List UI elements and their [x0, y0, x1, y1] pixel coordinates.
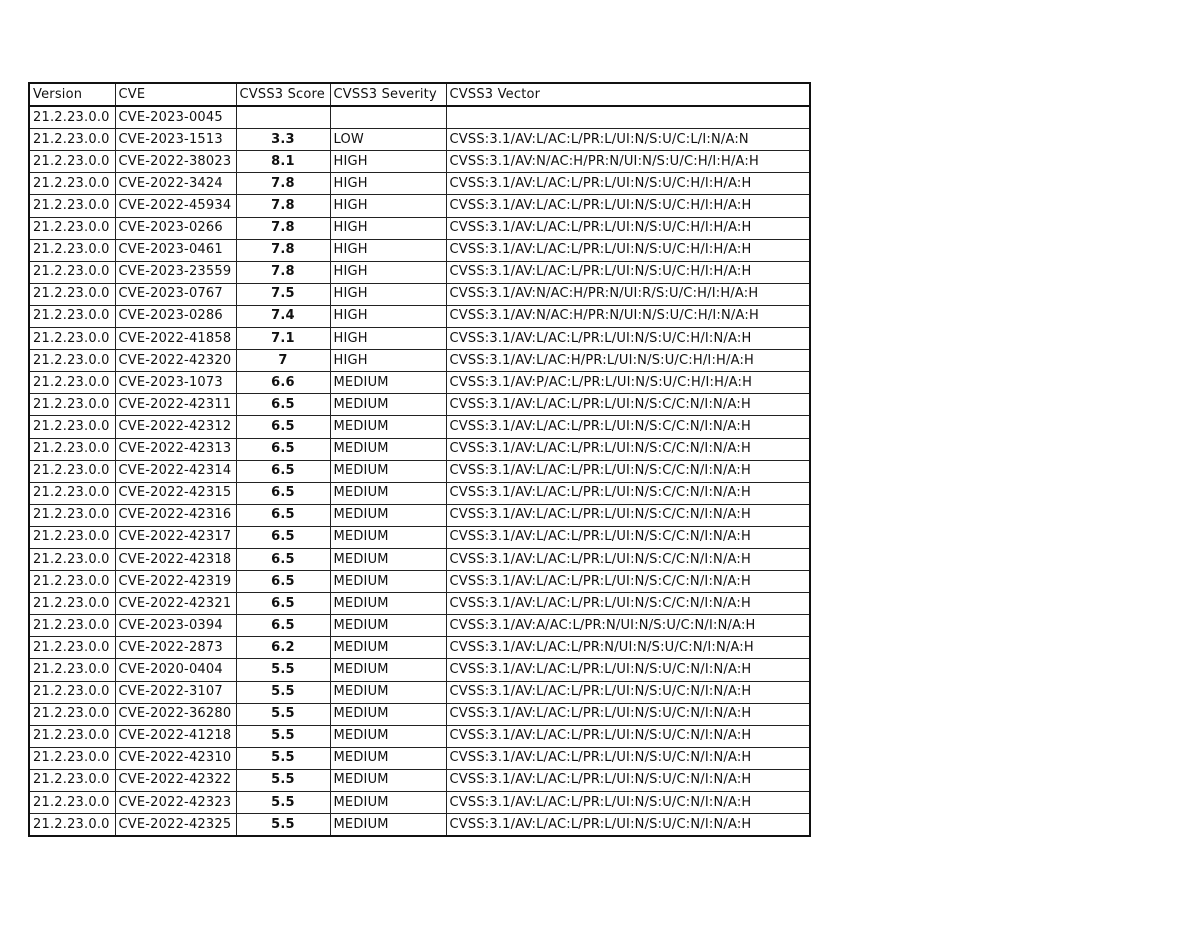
cvss3-severity-cell: HIGH [330, 328, 446, 350]
cvss3-vector-cell: CVSS:3.1/AV:L/AC:L/PR:L/UI:N/S:C/C:N/I:N/A:H [446, 482, 810, 504]
table-row [29, 283, 810, 305]
cvss3-score-cell: 5.5 [236, 814, 330, 837]
cvss3-score-cell: 6.2 [236, 637, 330, 659]
cvss3-severity-cell: MEDIUM [330, 416, 446, 438]
table-row [29, 261, 810, 283]
cvss3-vector-cell: CVSS:3.1/AV:L/AC:L/PR:L/UI:N/S:C/C:N/I:N/A:H [446, 394, 810, 416]
version-cell: 21.2.23.0.0 [29, 747, 115, 769]
version-cell: 21.2.23.0.0 [29, 769, 115, 791]
version-cell: 21.2.23.0.0 [29, 173, 115, 195]
cvss3-vector-cell: CVSS:3.1/AV:L/AC:L/PR:L/UI:N/S:C/C:N/I:N/A:H [446, 438, 810, 460]
cvss3-score-cell: 7.8 [236, 173, 330, 195]
cvss3-score-cell: 7.1 [236, 328, 330, 350]
table-row [29, 106, 810, 129]
table-row [29, 416, 810, 438]
cve-id-cell: CVE-2022-42319 [115, 571, 236, 593]
cvss3-severity-cell: MEDIUM [330, 438, 446, 460]
cvss3-vector-cell: CVSS:3.1/AV:L/AC:L/PR:L/UI:N/S:U/C:N/I:N/A:H [446, 747, 810, 769]
table-row [29, 129, 810, 151]
version-cell: 21.2.23.0.0 [29, 394, 115, 416]
table-row [29, 814, 810, 837]
table-row [29, 328, 810, 350]
table-row [29, 394, 810, 416]
table-row [29, 195, 810, 217]
cvss3-severity-cell: MEDIUM [330, 747, 446, 769]
cvss3-vector-cell: CVSS:3.1/AV:L/AC:L/PR:L/UI:N/S:C/C:N/I:N/A:H [446, 504, 810, 526]
cve-id-cell: CVE-2022-3424 [115, 173, 236, 195]
cvss3-vector-cell: CVSS:3.1/AV:L/AC:L/PR:L/UI:N/S:U/C:H/I:H/A:H [446, 195, 810, 217]
cvss3-score-cell: 5.5 [236, 769, 330, 791]
table-row [29, 571, 810, 593]
cvss3-vector-cell: CVSS:3.1/AV:L/AC:L/PR:L/UI:N/S:U/C:N/I:N/A:H [446, 792, 810, 814]
cve-id-cell: CVE-2023-0461 [115, 239, 236, 261]
cvss3-vector-cell: CVSS:3.1/AV:L/AC:L/PR:L/UI:N/S:U/C:N/I:N/A:H [446, 725, 810, 747]
cve-id-cell: CVE-2023-0394 [115, 615, 236, 637]
cvss3-vector-cell: CVSS:3.1/AV:A/AC:L/PR:N/UI:N/S:U/C:N/I:N/A:H [446, 615, 810, 637]
cvss3-severity-cell: MEDIUM [330, 769, 446, 791]
cve-id-cell: CVE-2022-42321 [115, 593, 236, 615]
version-cell: 21.2.23.0.0 [29, 659, 115, 681]
header-row [29, 83, 810, 106]
table-row [29, 637, 810, 659]
cvss3-score-cell: 5.5 [236, 747, 330, 769]
cve-id-cell: CVE-2022-42316 [115, 504, 236, 526]
cve-id-cell: CVE-2022-42317 [115, 526, 236, 548]
version-cell: 21.2.23.0.0 [29, 328, 115, 350]
cvss3-score-cell: 6.5 [236, 460, 330, 482]
header-cvss3-severity: CVSS3 Severity [330, 83, 446, 106]
table-row [29, 305, 810, 327]
cve-id-cell: CVE-2022-42322 [115, 769, 236, 791]
cvss3-score-cell: 6.5 [236, 571, 330, 593]
cvss3-vector-cell: CVSS:3.1/AV:N/AC:H/PR:N/UI:N/S:U/C:H/I:N/A:H [446, 305, 810, 327]
table-row [29, 438, 810, 460]
version-cell: 21.2.23.0.0 [29, 637, 115, 659]
cvss3-score-cell: 5.5 [236, 792, 330, 814]
cvss3-severity-cell: MEDIUM [330, 637, 446, 659]
cve-id-cell: CVE-2023-23559 [115, 261, 236, 283]
cvss3-score-cell: 6.5 [236, 504, 330, 526]
cve-id-cell: CVE-2022-41218 [115, 725, 236, 747]
version-cell: 21.2.23.0.0 [29, 350, 115, 372]
cvss3-vector-cell: CVSS:3.1/AV:N/AC:H/PR:N/UI:N/S:U/C:H/I:H/A:H [446, 151, 810, 173]
cvss3-vector-cell: CVSS:3.1/AV:L/AC:L/PR:L/UI:N/S:C/C:N/I:N/A:H [446, 526, 810, 548]
cvss3-score-cell: 7.8 [236, 239, 330, 261]
version-cell: 21.2.23.0.0 [29, 460, 115, 482]
cvss3-severity-cell: HIGH [330, 283, 446, 305]
cvss3-severity-cell: MEDIUM [330, 372, 446, 394]
version-cell: 21.2.23.0.0 [29, 151, 115, 173]
version-cell: 21.2.23.0.0 [29, 283, 115, 305]
cvss3-severity-cell: HIGH [330, 173, 446, 195]
cvss3-vector-cell [446, 106, 810, 129]
cve-id-cell: CVE-2022-42312 [115, 416, 236, 438]
cve-id-cell: CVE-2022-3107 [115, 681, 236, 703]
cvss3-severity-cell: MEDIUM [330, 504, 446, 526]
version-cell: 21.2.23.0.0 [29, 526, 115, 548]
cvss3-severity-cell: MEDIUM [330, 615, 446, 637]
header-cve: CVE [115, 83, 236, 106]
cvss3-severity-cell: MEDIUM [330, 681, 446, 703]
cve-table [28, 82, 811, 837]
cvss3-vector-cell: CVSS:3.1/AV:L/AC:L/PR:L/UI:N/S:U/C:N/I:N/A:H [446, 769, 810, 791]
cvss3-severity-cell [330, 106, 446, 129]
cvss3-vector-cell: CVSS:3.1/AV:L/AC:L/PR:L/UI:N/S:U/C:N/I:N/A:H [446, 681, 810, 703]
cvss3-score-cell: 7.8 [236, 217, 330, 239]
cvss3-severity-cell: MEDIUM [330, 814, 446, 837]
cve-id-cell: CVE-2022-42310 [115, 747, 236, 769]
cvss3-score-cell: 6.5 [236, 416, 330, 438]
cvss3-severity-cell: MEDIUM [330, 548, 446, 570]
cvss3-vector-cell: CVSS:3.1/AV:L/AC:L/PR:L/UI:N/S:U/C:H/I:H/A:H [446, 239, 810, 261]
cvss3-score-cell: 6.5 [236, 593, 330, 615]
cvss3-score-cell: 5.5 [236, 681, 330, 703]
cvss3-score-cell: 7.4 [236, 305, 330, 327]
version-cell: 21.2.23.0.0 [29, 725, 115, 747]
table-row [29, 460, 810, 482]
cvss3-severity-cell: HIGH [330, 151, 446, 173]
cvss3-score-cell: 6.5 [236, 615, 330, 637]
version-cell: 21.2.23.0.0 [29, 217, 115, 239]
version-cell: 21.2.23.0.0 [29, 438, 115, 460]
cvss3-vector-cell: CVSS:3.1/AV:L/AC:H/PR:L/UI:N/S:U/C:H/I:H/A:H [446, 350, 810, 372]
cvss3-severity-cell: MEDIUM [330, 659, 446, 681]
cvss3-score-cell: 8.1 [236, 151, 330, 173]
cvss3-score-cell: 6.5 [236, 482, 330, 504]
cvss3-vector-cell: CVSS:3.1/AV:L/AC:L/PR:L/UI:N/S:U/C:N/I:N/A:H [446, 703, 810, 725]
cvss3-severity-cell: HIGH [330, 217, 446, 239]
cve-id-cell: CVE-2022-42325 [115, 814, 236, 837]
cvss3-vector-cell: CVSS:3.1/AV:L/AC:L/PR:L/UI:N/S:C/C:N/I:N/A:H [446, 416, 810, 438]
version-cell: 21.2.23.0.0 [29, 615, 115, 637]
cvss3-score-cell: 6.6 [236, 372, 330, 394]
cvss3-vector-cell: CVSS:3.1/AV:N/AC:H/PR:N/UI:R/S:U/C:H/I:H/A:H [446, 283, 810, 305]
cvss3-severity-cell: MEDIUM [330, 593, 446, 615]
version-cell: 21.2.23.0.0 [29, 482, 115, 504]
cve-id-cell: CVE-2022-45934 [115, 195, 236, 217]
table-row [29, 350, 810, 372]
cvss3-score-cell: 7 [236, 350, 330, 372]
cve-id-cell: CVE-2022-2873 [115, 637, 236, 659]
cvss3-vector-cell: CVSS:3.1/AV:L/AC:L/PR:L/UI:N/S:U/C:H/I:H/A:H [446, 261, 810, 283]
cvss3-vector-cell: CVSS:3.1/AV:L/AC:L/PR:L/UI:N/S:C/C:N/I:N/A:H [446, 571, 810, 593]
cve-id-cell: CVE-2022-42311 [115, 394, 236, 416]
cve-id-cell: CVE-2022-42315 [115, 482, 236, 504]
cve-id-cell: CVE-2022-36280 [115, 703, 236, 725]
cvss3-vector-cell: CVSS:3.1/AV:L/AC:L/PR:L/UI:N/S:C/C:N/I:N/A:H [446, 548, 810, 570]
cvss3-severity-cell: MEDIUM [330, 394, 446, 416]
cvss3-score-cell: 5.5 [236, 703, 330, 725]
version-cell: 21.2.23.0.0 [29, 571, 115, 593]
cvss3-severity-cell: MEDIUM [330, 725, 446, 747]
cvss3-severity-cell: MEDIUM [330, 526, 446, 548]
version-cell: 21.2.23.0.0 [29, 305, 115, 327]
cve-id-cell: CVE-2022-38023 [115, 151, 236, 173]
version-cell: 21.2.23.0.0 [29, 703, 115, 725]
cve-id-cell: CVE-2023-1513 [115, 129, 236, 151]
cvss3-vector-cell: CVSS:3.1/AV:L/AC:L/PR:L/UI:N/S:U/C:H/I:H/A:H [446, 173, 810, 195]
cve-id-cell: CVE-2023-0045 [115, 106, 236, 129]
cve-id-cell: CVE-2023-0286 [115, 305, 236, 327]
cvss3-score-cell: 6.5 [236, 548, 330, 570]
cvss3-score-cell: 6.5 [236, 394, 330, 416]
cvss3-vector-cell: CVSS:3.1/AV:P/AC:L/PR:L/UI:N/S:U/C:H/I:H/A:H [446, 372, 810, 394]
table-row [29, 681, 810, 703]
table-row [29, 151, 810, 173]
cvss3-severity-cell: HIGH [330, 305, 446, 327]
table-body [29, 106, 810, 836]
cvss3-vector-cell: CVSS:3.1/AV:L/AC:L/PR:L/UI:N/S:U/C:N/I:N/A:H [446, 814, 810, 837]
cvss3-severity-cell: HIGH [330, 261, 446, 283]
cvss3-score-cell: 7.8 [236, 261, 330, 283]
table-row [29, 725, 810, 747]
cve-id-cell: CVE-2023-0767 [115, 283, 236, 305]
header-cvss3-vector: CVSS3 Vector [446, 83, 810, 106]
cve-id-cell: CVE-2020-0404 [115, 659, 236, 681]
cvss3-score-cell: 6.5 [236, 438, 330, 460]
cve-id-cell: CVE-2022-41858 [115, 328, 236, 350]
table-row [29, 173, 810, 195]
table-row [29, 526, 810, 548]
cvss3-vector-cell: CVSS:3.1/AV:L/AC:L/PR:L/UI:N/S:U/C:L/I:N/A:N [446, 129, 810, 151]
table-row [29, 593, 810, 615]
cvss3-vector-cell: CVSS:3.1/AV:L/AC:L/PR:L/UI:N/S:C/C:N/I:N/A:H [446, 460, 810, 482]
cvss3-severity-cell: MEDIUM [330, 703, 446, 725]
table-row [29, 217, 810, 239]
version-cell: 21.2.23.0.0 [29, 593, 115, 615]
version-cell: 21.2.23.0.0 [29, 129, 115, 151]
cvss3-vector-cell: CVSS:3.1/AV:L/AC:L/PR:L/UI:N/S:C/C:N/I:N/A:H [446, 593, 810, 615]
version-cell: 21.2.23.0.0 [29, 814, 115, 837]
cvss3-vector-cell: CVSS:3.1/AV:L/AC:L/PR:L/UI:N/S:U/C:N/I:N/A:H [446, 659, 810, 681]
version-cell: 21.2.23.0.0 [29, 681, 115, 703]
table-row [29, 792, 810, 814]
cvss3-score-cell: 3.3 [236, 129, 330, 151]
table-row [29, 239, 810, 261]
table-row [29, 747, 810, 769]
header-version: Version [29, 83, 115, 106]
cvss3-severity-cell: HIGH [330, 239, 446, 261]
version-cell: 21.2.23.0.0 [29, 416, 115, 438]
cvss3-severity-cell: MEDIUM [330, 482, 446, 504]
table-row [29, 659, 810, 681]
cvss3-severity-cell: MEDIUM [330, 571, 446, 593]
version-cell: 21.2.23.0.0 [29, 504, 115, 526]
cvss3-score-cell: 6.5 [236, 526, 330, 548]
version-cell: 21.2.23.0.0 [29, 261, 115, 283]
cvss3-severity-cell: HIGH [330, 195, 446, 217]
version-cell: 21.2.23.0.0 [29, 106, 115, 129]
cvss3-severity-cell: HIGH [330, 350, 446, 372]
table-row [29, 615, 810, 637]
version-cell: 21.2.23.0.0 [29, 792, 115, 814]
table-row [29, 703, 810, 725]
cvss3-vector-cell: CVSS:3.1/AV:L/AC:L/PR:L/UI:N/S:U/C:H/I:N/A:H [446, 328, 810, 350]
table-row [29, 372, 810, 394]
version-cell: 21.2.23.0.0 [29, 195, 115, 217]
version-cell: 21.2.23.0.0 [29, 548, 115, 570]
cvss3-severity-cell: MEDIUM [330, 792, 446, 814]
cvss3-score-cell: 5.5 [236, 659, 330, 681]
header-cvss3-score: CVSS3 Score [236, 83, 330, 106]
cve-id-cell: CVE-2022-42313 [115, 438, 236, 460]
table-row [29, 769, 810, 791]
cve-id-cell: CVE-2023-1073 [115, 372, 236, 394]
cve-id-cell: CVE-2022-42323 [115, 792, 236, 814]
table-row [29, 482, 810, 504]
version-cell: 21.2.23.0.0 [29, 239, 115, 261]
cvss3-score-cell: 7.5 [236, 283, 330, 305]
cvss3-vector-cell: CVSS:3.1/AV:L/AC:L/PR:L/UI:N/S:U/C:H/I:H/A:H [446, 217, 810, 239]
version-cell: 21.2.23.0.0 [29, 372, 115, 394]
cve-id-cell: CVE-2022-42320 [115, 350, 236, 372]
cvss3-severity-cell: MEDIUM [330, 460, 446, 482]
cve-id-cell: CVE-2022-42318 [115, 548, 236, 570]
cvss3-severity-cell: LOW [330, 129, 446, 151]
cvss3-score-cell: 7.8 [236, 195, 330, 217]
cvss3-vector-cell: CVSS:3.1/AV:L/AC:L/PR:N/UI:N/S:U/C:N/I:N/A:H [446, 637, 810, 659]
cvss3-score-cell [236, 106, 330, 129]
cve-id-cell: CVE-2023-0266 [115, 217, 236, 239]
cve-id-cell: CVE-2022-42314 [115, 460, 236, 482]
table-row [29, 504, 810, 526]
cvss3-score-cell: 5.5 [236, 725, 330, 747]
table-row [29, 548, 810, 570]
